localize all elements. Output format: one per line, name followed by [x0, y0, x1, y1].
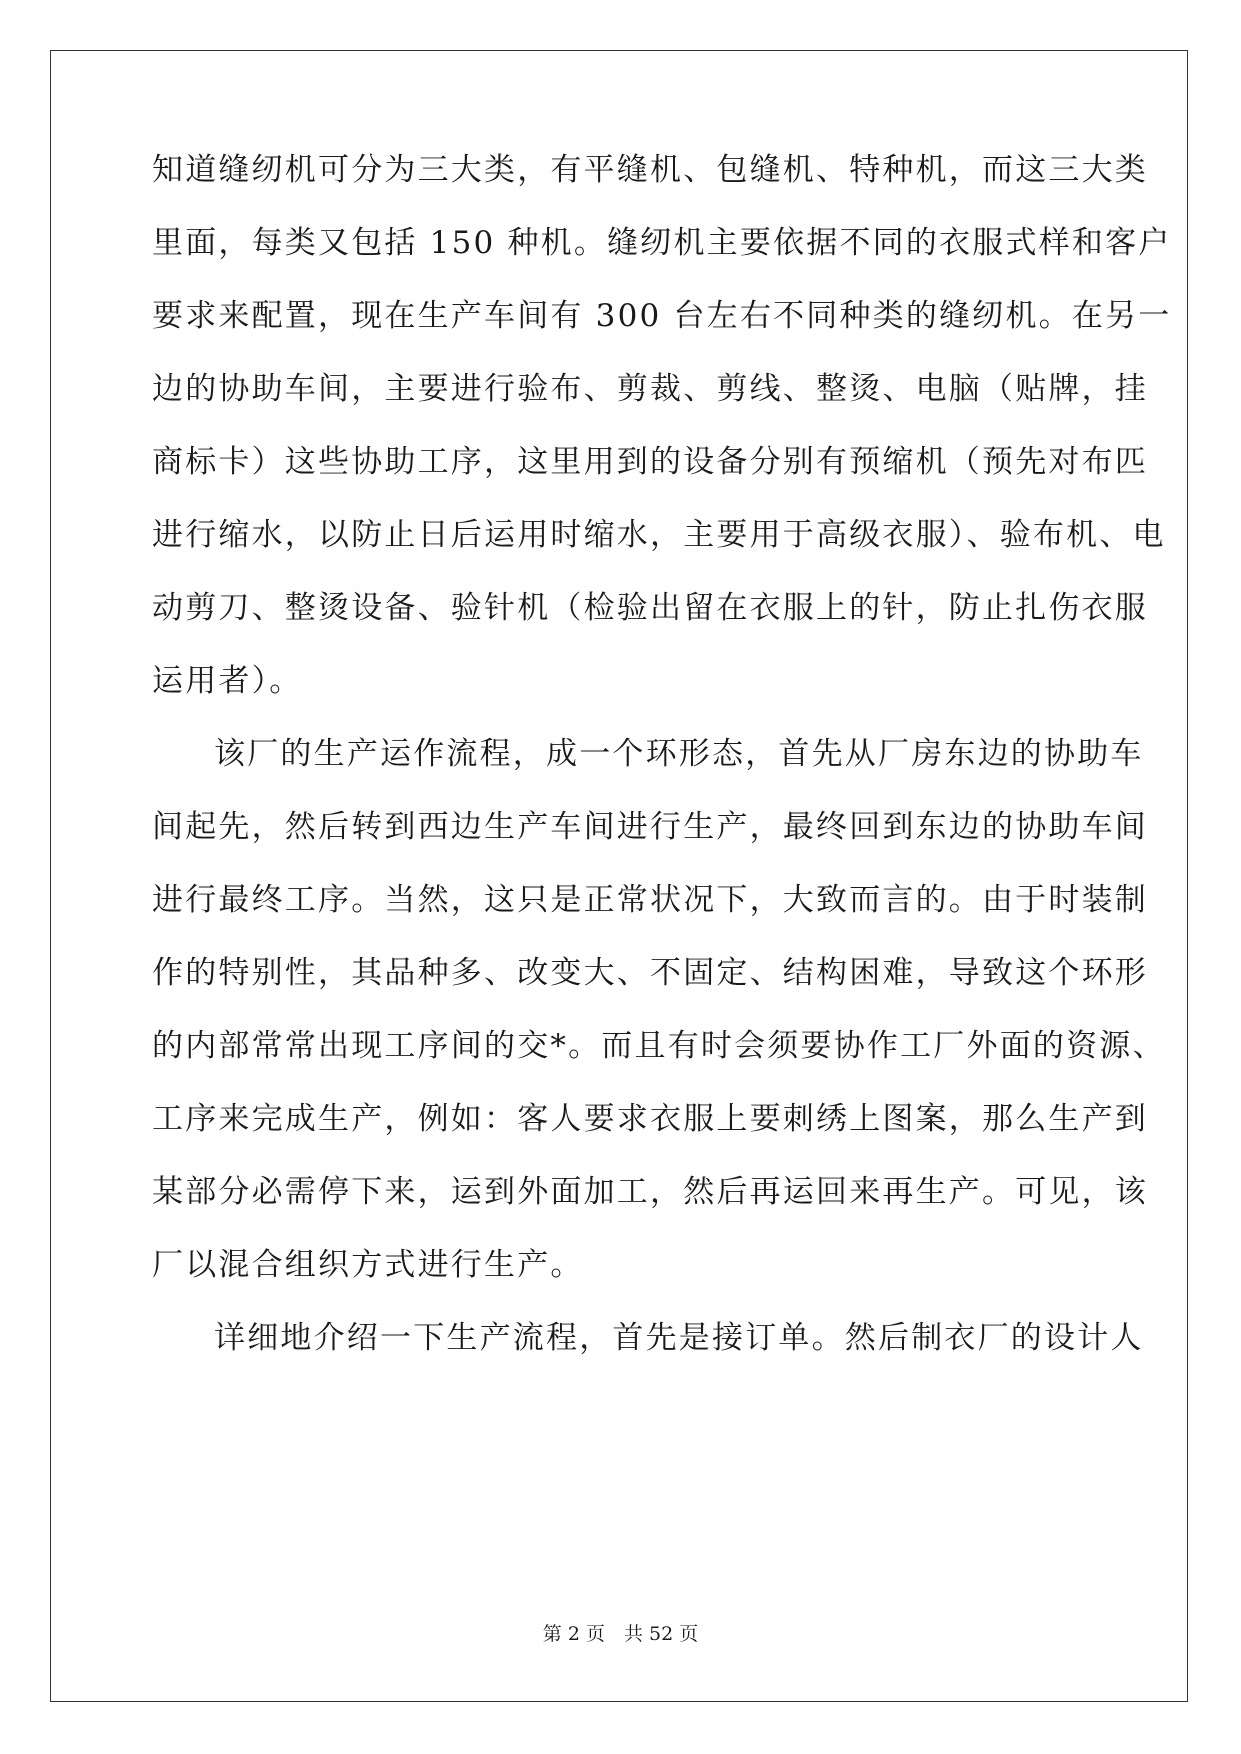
text-line: 的内部常常出现工序间的交*。而且有时会须要协作工厂外面的资源、 [152, 1028, 1166, 1064]
paragraph-start-line: 详细地介绍一下生产流程，首先是接订单。然后制衣厂的设计人 [214, 1320, 1144, 1356]
text-line: 进行最终工序。当然，这只是正常状况下，大致而言的。由于时装制 [152, 882, 1148, 918]
text-line: 知道缝纫机可分为三大类，有平缝机、包缝机、特种机，而这三大类 [152, 152, 1148, 188]
text-line: 里面，每类又包括 150 种机。缝纫机主要依据不同的衣服式样和客户 [152, 225, 1172, 261]
text-line: 厂以混合组织方式进行生产。 [152, 1247, 584, 1283]
text-line: 工序来完成生产，例如：客人要求衣服上要刺绣上图案，那么生产到 [152, 1101, 1148, 1137]
text-line: 某部分必需停下来，运到外面加工，然后再运回来再生产。可见，该 [152, 1174, 1148, 1210]
text-line: 运用者）。 [152, 663, 303, 699]
text-line: 动剪刀、整烫设备、验针机（检验出留在衣服上的针，防止扎伤衣服 [152, 590, 1148, 626]
text-line: 商标卡）这些协助工序，这里用到的设备分别有预缩机（预先对布匹 [152, 444, 1148, 480]
text-line: 间起先，然后转到西边生产车间进行生产，最终回到东边的协助车间 [152, 809, 1148, 845]
text-line: 进行缩水，以防止日后运用时缩水，主要用于高级衣服）、验布机、电 [152, 517, 1166, 553]
text-line: 边的协助车间，主要进行验布、剪裁、剪线、整烫、电脑（贴牌，挂 [152, 371, 1148, 407]
text-line: 作的特别性，其品种多、改变大、不固定、结构困难，导致这个环形 [152, 955, 1148, 991]
paragraph-start-line: 该厂的生产运作流程，成一个环形态，首先从厂房东边的协助车 [214, 736, 1144, 772]
page-footer: 第 2 页 共 52 页 [542, 1623, 699, 1645]
text-line: 要求来配置，现在生产车间有 300 台左右不同种类的缝纫机。在另一 [152, 298, 1172, 334]
